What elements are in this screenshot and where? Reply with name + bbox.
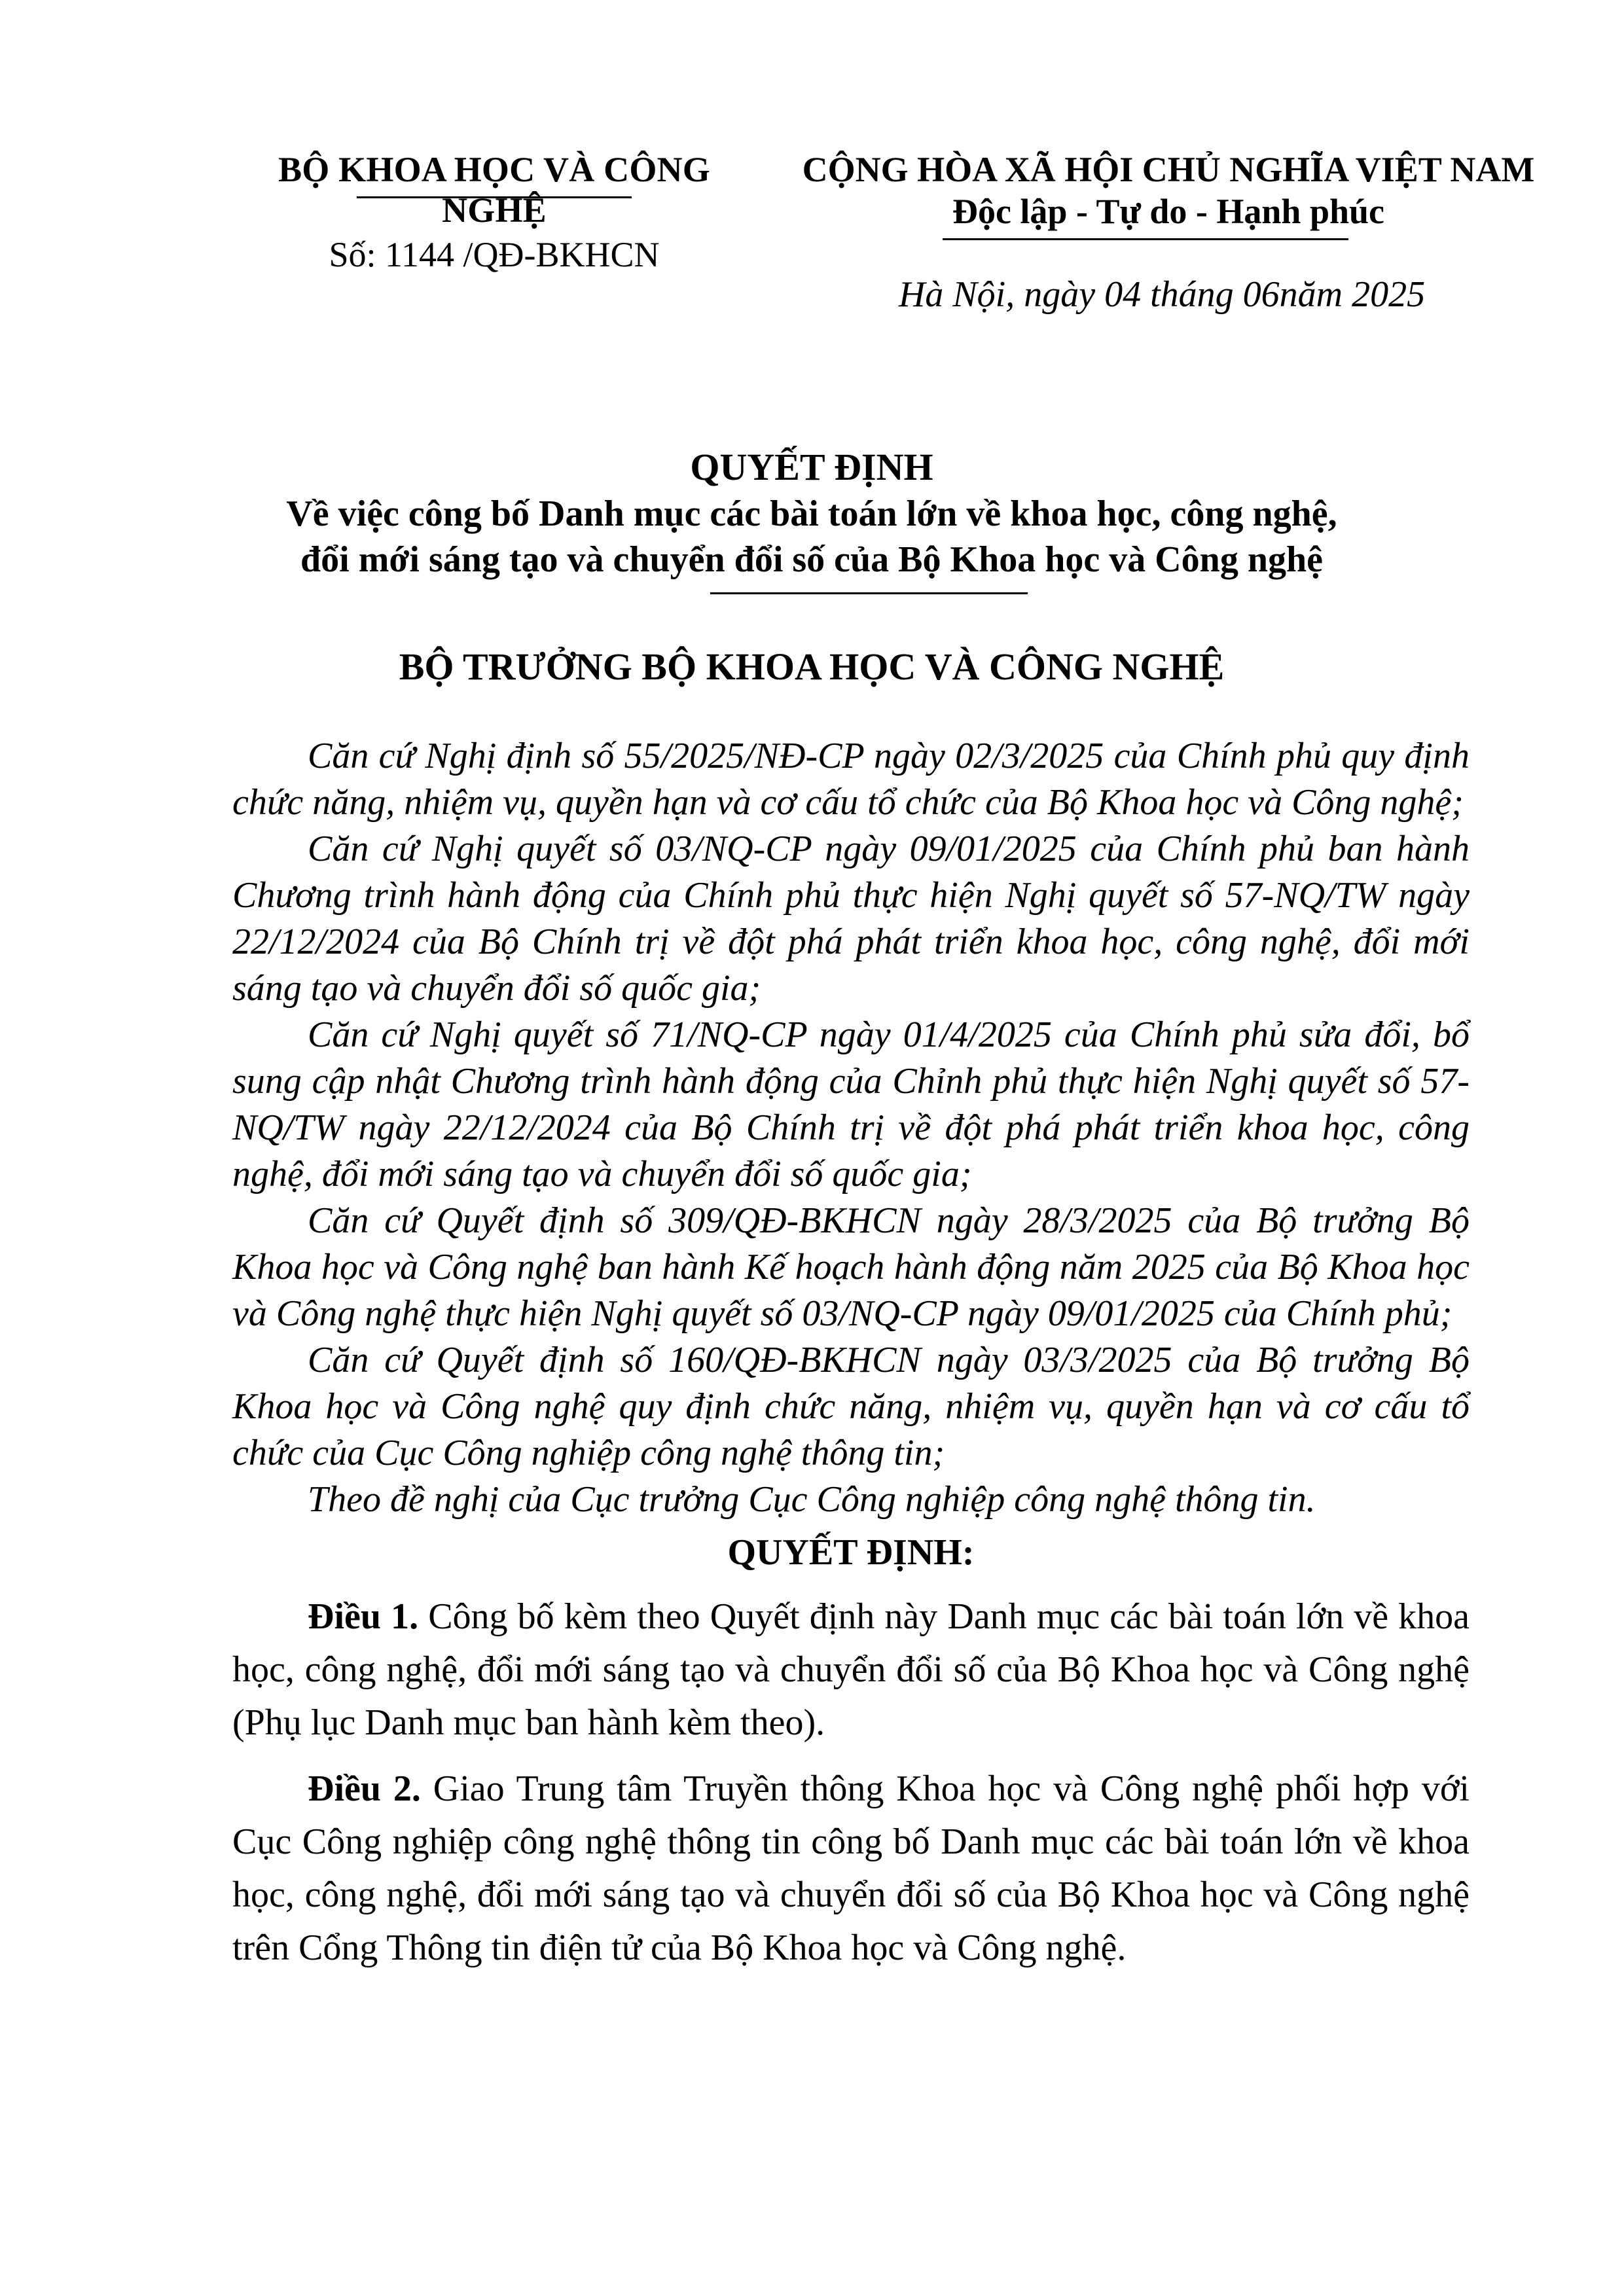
legal-basis: Căn cứ Nghị quyết số 03/NQ-CP ngày 09/01/2025 của Chính phủ ban hành Chương trình hành động của Chính phủ thực hiện Nghị quyết số 57-NQ/TW ngày 22/12/2024 của Bộ Chính trị về đột phá phát triển khoa học, công nghệ, đổi mới sáng tạo và chuyển đổi số quốc gia;: [232, 829, 1470, 1009]
document-body: [232, 733, 1470, 1988]
motto-underline: [943, 238, 1348, 240]
country-name: CỘNG HÒA XÃ HỘI CHỦ NGHĨA VIỆT NAM: [802, 150, 1535, 189]
document-type-title: QUYẾT ĐỊNH: [690, 446, 933, 488]
legal-basis: Căn cứ Nghị quyết số 71/NQ-CP ngày 01/4/2025 của Chính phủ sửa đổi, bổ sung cập nhật Chương trình hành động của Chỉnh phủ thực hiện Nghị quyết số 57-NQ/TW ngày 22/12/2024 của Bộ Chính trị về đột phá phát triển khoa học, công nghệ, đổi mới sáng tạo và chuyển đổi số quốc gia;: [232, 1014, 1470, 1194]
proposal-basis: Theo đề nghị của Cục trưởng Cục Công nghiệp công nghệ thông tin.: [308, 1479, 1316, 1520]
place-and-date: Hà Nội, ngày 04 tháng 06năm 2025: [898, 274, 1426, 315]
issuing-ministry: BỘ KHOA HỌC VÀ CÔNG NGHỆ: [278, 150, 710, 230]
national-motto: Độc lập - Tự do - Hạnh phúc: [952, 192, 1385, 231]
article-1-label: Điều 1.: [308, 1596, 419, 1637]
document-number: Số: 1144 /QĐ-BKHCN: [329, 235, 660, 274]
decides-heading: QUYẾT ĐỊNH:: [727, 1532, 975, 1573]
legal-basis: Căn cứ Nghị định số 55/2025/NĐ-CP ngày 02/3/2025 của Chính phủ quy định chức năng, nhiệm vụ, quyền hạn và cơ cấu tổ chức của Bộ Khoa học và Công nghệ;: [232, 736, 1470, 823]
ministry-underline: [357, 196, 632, 198]
legal-basis: Căn cứ Quyết định số 309/QĐ-BKHCN ngày 28/3/2025 của Bộ trưởng Bộ Khoa học và Công nghệ ban hành Kế hoạch hành động năm 2025 của Bộ Khoa học và Công nghệ thực hiện Nghị quyết số 03/NQ-CP ngày 09/01/2025 của Chính phủ;: [232, 1200, 1470, 1334]
article-2-label: Điều 2.: [308, 1768, 421, 1809]
article-1-text: Công bố kèm theo Quyết định này Danh mục các bài toán lớn về khoa học, công nghệ, đổi mới sáng tạo và chuyển đổi số của Bộ Khoa học và Công nghệ (Phụ lục Danh mục ban hành kèm theo).: [232, 1596, 1470, 1743]
subject-line-1: Về việc công bố Danh mục các bài toán lớn về khoa học, công nghệ,: [286, 493, 1337, 534]
article-2: [232, 1763, 1470, 1975]
title-underline: [710, 592, 1028, 594]
document-subject: [131, 491, 1492, 583]
article-2-text: Giao Trung tâm Truyền thông Khoa học và Công nghệ phối hợp với Cục Công nghiệp công nghệ thông tin công bố Danh mục các bài toán lớn về khoa học, công nghệ, đổi mới sáng tạo và chuyển đổi số của Bộ Khoa học và Công nghệ trên Cổng Thông tin điện tử của Bộ Khoa học và Công nghệ.: [232, 1768, 1470, 1968]
article-1: [232, 1590, 1470, 1749]
subject-line-2: đổi mới sáng tạo và chuyển đổi số của Bộ Khoa học và Công nghệ: [300, 539, 1323, 580]
legal-basis: Căn cứ Quyết định số 160/QĐ-BKHCN ngày 03/3/2025 của Bộ trưởng Bộ Khoa học và Công nghệ quy định chức năng, nhiệm vụ, quyền hạn và cơ cấu tổ chức của Cục Công nghiệp công nghệ thông tin;: [232, 1340, 1470, 1473]
issuing-authority: BỘ TRƯỞNG BỘ KHOA HỌC VÀ CÔNG NGHỆ: [399, 645, 1225, 688]
